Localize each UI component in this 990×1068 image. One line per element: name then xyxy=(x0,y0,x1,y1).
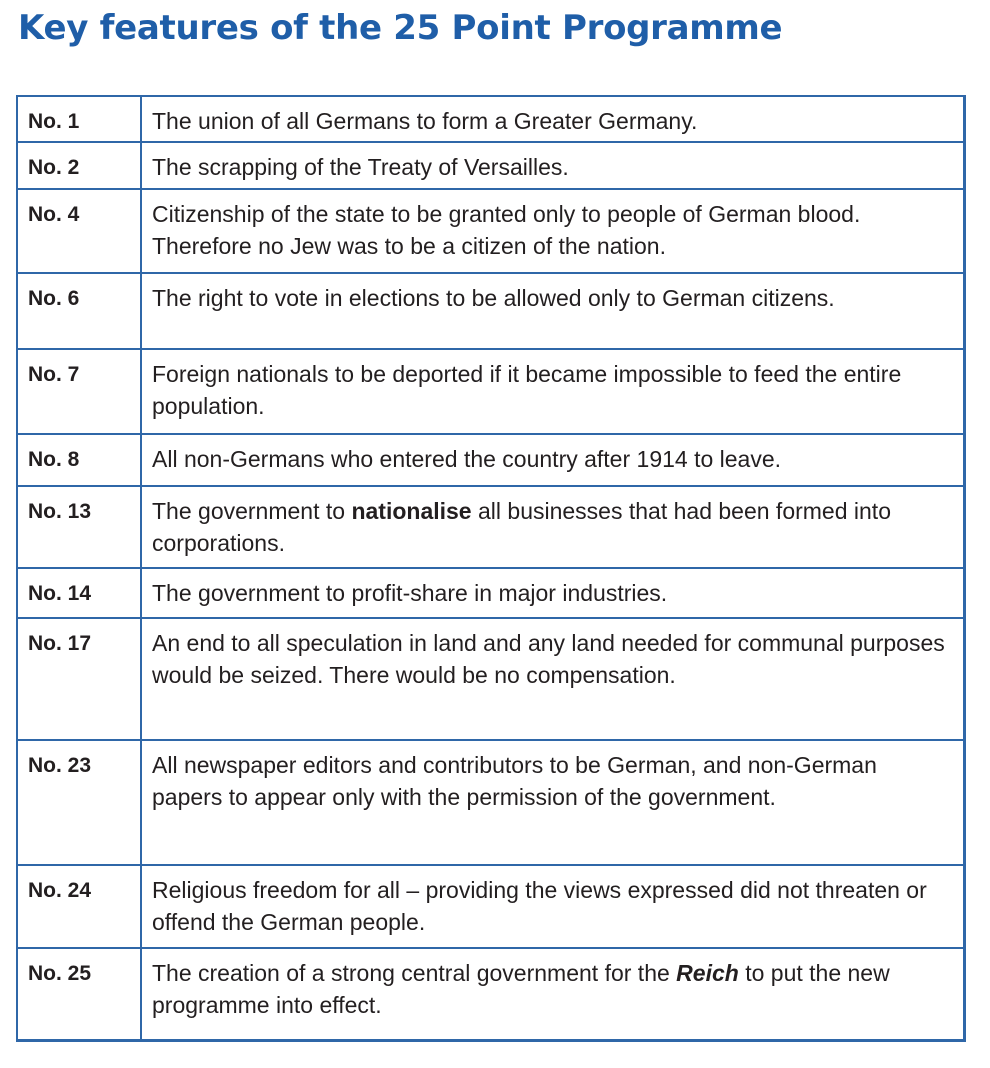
table-row xyxy=(18,569,963,619)
point-number: No. 14 xyxy=(18,569,142,617)
description-text: The government to xyxy=(152,498,352,524)
table-row xyxy=(18,97,963,143)
description-text: Foreign nationals to be deported if it became impossible to feed the entire population. xyxy=(152,361,902,419)
description-text: all businesses that had been formed into corporations. xyxy=(152,498,891,556)
point-number: No. 2 xyxy=(18,143,142,188)
description-text: All non-Germans who entered the country after 1914 to leave. xyxy=(152,446,782,472)
table-row xyxy=(18,274,963,350)
point-number: No. 8 xyxy=(18,435,142,485)
point-number: No. 24 xyxy=(18,866,142,947)
table-row xyxy=(18,190,963,274)
point-number: No. 17 xyxy=(18,619,142,739)
description-text: Religious freedom for all – providing the views expressed did not threaten or offend the German people. xyxy=(152,877,927,935)
point-description xyxy=(142,569,963,617)
table-row xyxy=(18,741,963,866)
point-description xyxy=(142,866,963,947)
point-description xyxy=(142,97,963,141)
emphasis-keyword: nationalise xyxy=(351,498,472,524)
description-text: The right to vote in elections to be allowed only to German citizens. xyxy=(152,285,835,311)
description-text: The government to profit-share in major industries. xyxy=(152,580,668,606)
point-number: No. 6 xyxy=(18,274,142,348)
table-row xyxy=(18,866,963,949)
point-number: No. 13 xyxy=(18,487,142,567)
point-description xyxy=(142,949,963,1039)
point-description xyxy=(142,190,963,272)
point-number: No. 23 xyxy=(18,741,142,864)
description-text: to put the new programme into effect. xyxy=(152,960,890,1018)
point-description xyxy=(142,487,963,567)
point-description xyxy=(142,619,963,739)
table-row xyxy=(18,435,963,487)
table-row xyxy=(18,487,963,569)
table-row xyxy=(18,619,963,741)
point-number: No. 1 xyxy=(18,97,142,141)
description-text: Citizenship of the state to be granted only to people of German blood. Therefore no Jew was to be a citizen of the nation. xyxy=(152,201,861,259)
table-row xyxy=(18,350,963,435)
point-description xyxy=(142,143,963,188)
description-text: The scrapping of the Treaty of Versailles. xyxy=(152,154,569,180)
point-description xyxy=(142,435,963,485)
point-description xyxy=(142,741,963,864)
point-description xyxy=(142,350,963,433)
programme-table xyxy=(16,95,966,1042)
point-description xyxy=(142,274,963,348)
description-text: The union of all Germans to form a Greater Germany. xyxy=(152,108,698,134)
point-number: No. 4 xyxy=(18,190,142,272)
table-row xyxy=(18,143,963,190)
point-number: No. 7 xyxy=(18,350,142,433)
page-title: Key features of the 25 Point Programme xyxy=(18,8,783,48)
emphasis-reich: Reich xyxy=(676,960,739,986)
description-text: An end to all speculation in land and any land needed for communal purposes would be seized. There would be no compensation. xyxy=(152,630,945,688)
description-text: All newspaper editors and contributors to be German, and non-German papers to appear only with the permission of the government. xyxy=(152,752,877,810)
point-number: No. 25 xyxy=(18,949,142,1039)
table-row xyxy=(18,949,963,1039)
description-text: The creation of a strong central government for the xyxy=(152,960,677,986)
